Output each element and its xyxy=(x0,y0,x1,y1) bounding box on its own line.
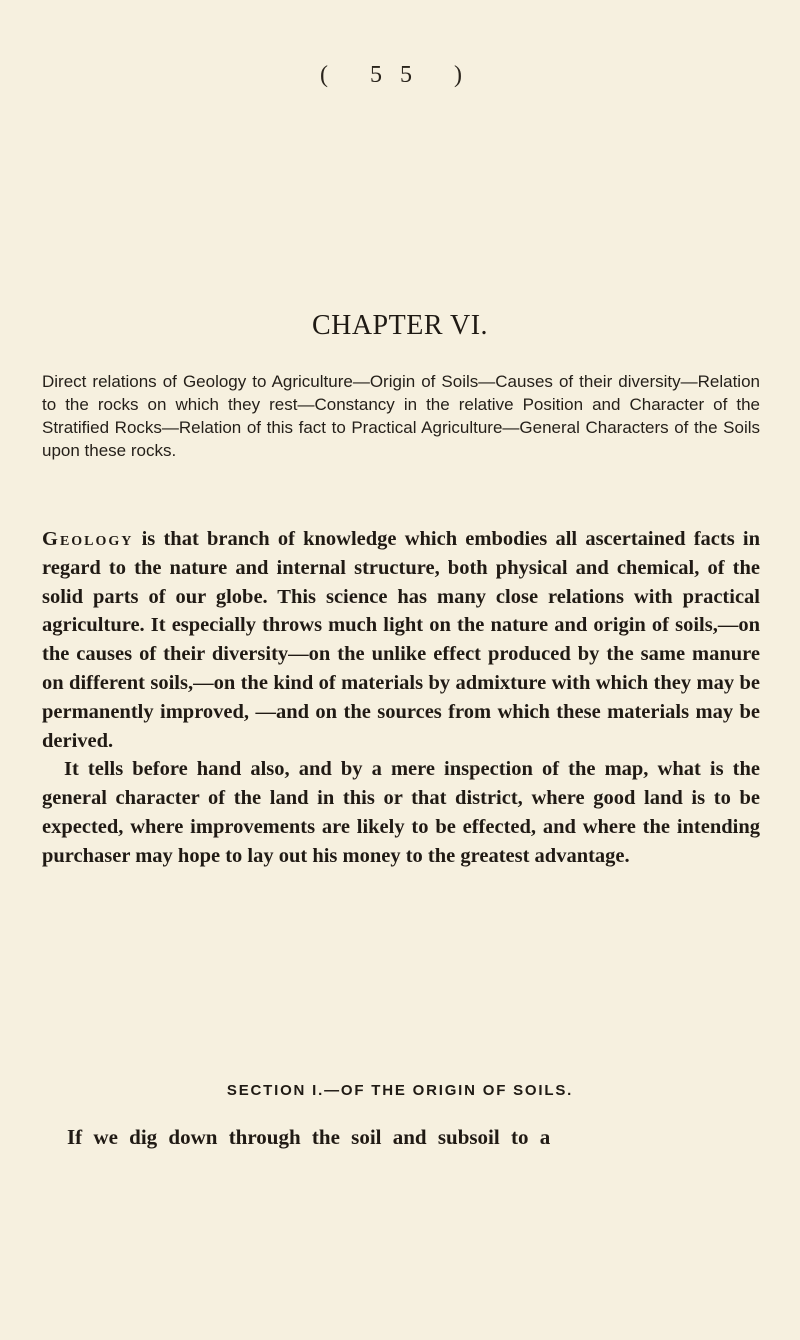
section-opening-line: If we dig down through the soil and subsoil to a xyxy=(67,1125,551,1149)
paragraph-1 xyxy=(42,525,760,755)
chapter-title: CHAPTER VI. xyxy=(311,310,489,341)
chapter-summary: Direct relations of Geology to Agriculture—Origin of Soils—Causes of their diversity—Relation to the rocks on which they rest—Constancy in the relative Position and Character of the Stratified Rocks—Relation of this fact to Practical Agriculture—General Characters of the Soils upon these rocks. xyxy=(42,372,760,460)
paragraph-1-text: is that branch of knowledge which embodies all ascertained facts in regard to the nature and internal structure, both physical and chemical, of the solid parts of our globe. This science has many close relations with practical agriculture. It especially throws much light on the nature and origin of soils,—on the causes of their diversity—on the unlike effect produced by the same manure on different soils,—on the kind of materials by admixture with which they may be permanently improved, —and on the sources from which these materials may be derived. xyxy=(42,528,760,752)
main-text xyxy=(42,525,760,871)
page-number: ( 55 ) xyxy=(320,62,480,88)
section-heading: SECTION I.—OF THE ORIGIN OF SOILS. xyxy=(226,1082,574,1099)
paragraph-1-lead-word: Geology xyxy=(42,528,134,550)
paragraph-2: It tells before hand also, and by a mere inspection of the map, what is the general character of the land in this or that district, where good land is to be expected, where improvements are likely to be effected, and where the intending purchaser may hope to lay out his money to the greatest advantage. xyxy=(42,758,760,867)
